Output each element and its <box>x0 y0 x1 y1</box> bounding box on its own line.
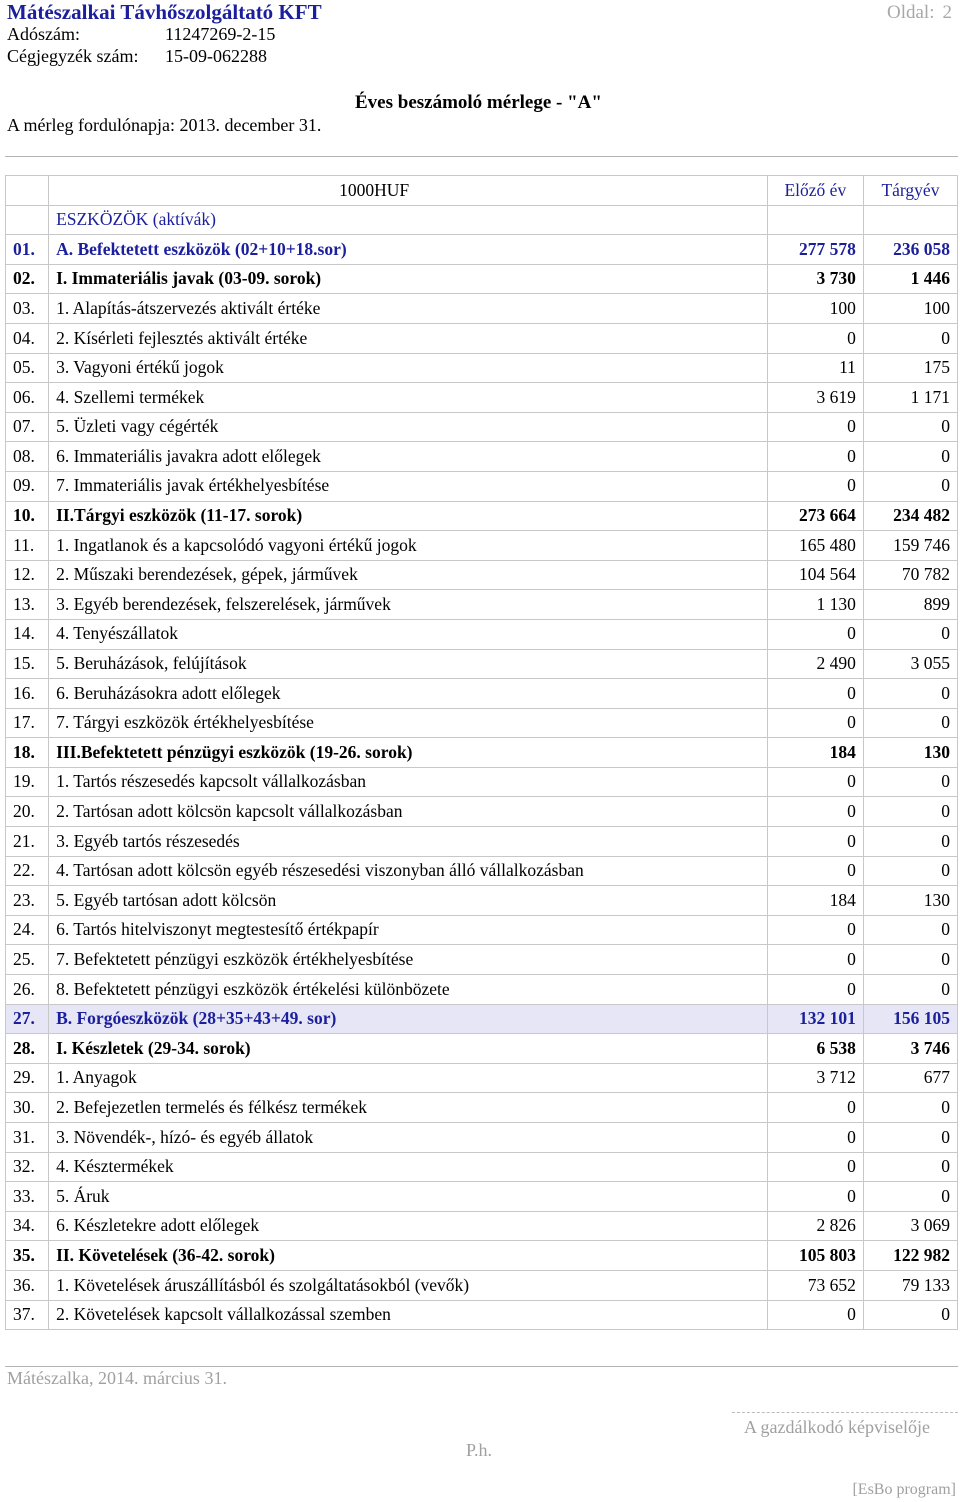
table-row <box>6 915 958 945</box>
page-label: Oldal: <box>887 2 935 23</box>
row-current-value: 0 <box>863 619 957 649</box>
row-number: 19. <box>6 767 49 797</box>
row-number: 04. <box>6 323 49 353</box>
row-label: II. Követelések (36-42. sorok) <box>49 1241 768 1271</box>
row-previous-value: 0 <box>767 1123 863 1153</box>
row-label: 6. Tartós hitelviszonyt megtestesítő értékpapír <box>49 915 768 945</box>
row-previous-value: 0 <box>767 767 863 797</box>
row-current-value: 156 105 <box>863 1004 957 1034</box>
table-row <box>6 353 958 383</box>
row-previous-value: 0 <box>767 708 863 738</box>
row-label: 1. Tartós részesedés kapcsolt vállalkozásban <box>49 767 768 797</box>
table-row <box>6 945 958 975</box>
table-row <box>6 619 958 649</box>
row-number: 34. <box>6 1211 49 1241</box>
row-current-value: 70 782 <box>863 560 957 590</box>
row-label: 4. Szellemi termékek <box>49 383 768 413</box>
table-row <box>6 501 958 531</box>
row-number: 31. <box>6 1123 49 1153</box>
row-current-value: 0 <box>863 1300 957 1330</box>
row-label: 5. Áruk <box>49 1182 768 1212</box>
program-credit: [EsBo program] <box>852 1481 956 1498</box>
row-label: 1. Alapítás-átszervezés aktivált értéke <box>49 294 768 324</box>
column-previous-year: Előző év <box>767 176 863 206</box>
row-number: 07. <box>6 412 49 442</box>
table-row <box>6 1182 958 1212</box>
row-current-value: 100 <box>863 294 957 324</box>
row-label: 6. Beruházásokra adott előlegek <box>49 679 768 709</box>
signature-line <box>732 1412 958 1413</box>
row-number: 26. <box>6 975 49 1005</box>
row-number: 02. <box>6 264 49 294</box>
row-number: 10. <box>6 501 49 531</box>
table-row <box>6 708 958 738</box>
row-previous-value: 0 <box>767 856 863 886</box>
row-label: 1. Ingatlanok és a kapcsolódó vagyoni értékű jogok <box>49 531 768 561</box>
row-current-value: 0 <box>863 1182 957 1212</box>
row-label: 4. Tartósan adott kölcsön egyéb részesedési viszonyban álló vállalkozásban <box>49 856 768 886</box>
row-number: 37. <box>6 1300 49 1330</box>
row-current-value: 0 <box>863 1093 957 1123</box>
row-number: 24. <box>6 915 49 945</box>
row-number: 18. <box>6 738 49 768</box>
row-previous-value: 6 538 <box>767 1034 863 1064</box>
row-previous-value: 0 <box>767 1093 863 1123</box>
row-number: 17. <box>6 708 49 738</box>
table-row <box>6 856 958 886</box>
row-number: 06. <box>6 383 49 413</box>
section-empty-cell <box>863 205 957 235</box>
row-label: 1. Anyagok <box>49 1063 768 1093</box>
row-previous-value: 2 490 <box>767 649 863 679</box>
section-row <box>6 205 958 235</box>
row-label: 2. Műszaki berendezések, gépek, járművek <box>49 560 768 590</box>
row-current-value: 234 482 <box>863 501 957 531</box>
tax-number-value: 11247269-2-15 <box>165 24 276 44</box>
row-current-value: 899 <box>863 590 957 620</box>
row-label: A. Befektetett eszközök (02+10+18.sor) <box>49 235 768 265</box>
row-label: II.Tárgyi eszközök (11-17. sorok) <box>49 501 768 531</box>
row-previous-value: 0 <box>767 975 863 1005</box>
table-row <box>6 827 958 857</box>
row-current-value: 122 982 <box>863 1241 957 1271</box>
row-label: 3. Növendék-, hízó- és egyéb állatok <box>49 1123 768 1153</box>
signatory-label: A gazdálkodó képviselője <box>744 1417 930 1437</box>
row-number: 03. <box>6 294 49 324</box>
row-previous-value: 1 130 <box>767 590 863 620</box>
table-row <box>6 531 958 561</box>
header-divider <box>5 156 958 157</box>
row-label: I. Készletek (29-34. sorok) <box>49 1034 768 1064</box>
row-previous-value: 0 <box>767 915 863 945</box>
row-label: 7. Tárgyi eszközök értékhelyesbítése <box>49 708 768 738</box>
row-previous-value: 105 803 <box>767 1241 863 1271</box>
table-row <box>6 1211 958 1241</box>
row-label: 8. Befektetett pénzügyi eszközök értékelési különbözete <box>49 975 768 1005</box>
row-label: 3. Egyéb tartós részesedés <box>49 827 768 857</box>
table-row <box>6 471 958 501</box>
row-previous-value: 184 <box>767 886 863 916</box>
row-previous-value: 3 730 <box>767 264 863 294</box>
row-current-value: 1 446 <box>863 264 957 294</box>
table-row <box>6 767 958 797</box>
row-previous-value: 0 <box>767 1152 863 1182</box>
row-current-value: 0 <box>863 767 957 797</box>
table-row <box>6 323 958 353</box>
row-current-value: 3 746 <box>863 1034 957 1064</box>
row-label: I. Immateriális javak (03-09. sorok) <box>49 264 768 294</box>
row-previous-value: 11 <box>767 353 863 383</box>
tax-number-row <box>7 24 275 45</box>
row-previous-value: 0 <box>767 442 863 472</box>
row-number: 25. <box>6 945 49 975</box>
row-label: 5. Beruházások, felújítások <box>49 649 768 679</box>
row-previous-value: 100 <box>767 294 863 324</box>
row-number: 15. <box>6 649 49 679</box>
row-current-value: 79 133 <box>863 1270 957 1300</box>
table-row <box>6 679 958 709</box>
row-number: 01. <box>6 235 49 265</box>
stamp-placeholder: P.h. <box>466 1440 493 1460</box>
row-current-value: 0 <box>863 827 957 857</box>
registry-number-label: Cégjegyzék szám: <box>7 46 139 66</box>
table-row <box>6 235 958 265</box>
table-row <box>6 797 958 827</box>
row-current-value: 0 <box>863 797 957 827</box>
row-number: 22. <box>6 856 49 886</box>
row-previous-value: 3 619 <box>767 383 863 413</box>
table-row <box>6 1004 958 1034</box>
table-row <box>6 1093 958 1123</box>
row-label: 1. Követelések áruszállításból és szolgáltatásokból (vevők) <box>49 1270 768 1300</box>
table-row <box>6 590 958 620</box>
row-current-value: 1 171 <box>863 383 957 413</box>
row-previous-value: 0 <box>767 797 863 827</box>
table-row <box>6 264 958 294</box>
row-number: 14. <box>6 619 49 649</box>
row-current-value: 0 <box>863 915 957 945</box>
row-number: 09. <box>6 471 49 501</box>
row-previous-value: 273 664 <box>767 501 863 531</box>
table-row <box>6 886 958 916</box>
row-previous-value: 0 <box>767 945 863 975</box>
table-row <box>6 294 958 324</box>
row-number: 35. <box>6 1241 49 1271</box>
row-previous-value: 73 652 <box>767 1270 863 1300</box>
document-title: Éves beszámoló mérlege - "A" <box>355 92 602 113</box>
row-current-value: 0 <box>863 945 957 975</box>
row-label: 6. Készletekre adott előlegek <box>49 1211 768 1241</box>
row-number: 13. <box>6 590 49 620</box>
row-previous-value: 0 <box>767 412 863 442</box>
row-current-value: 0 <box>863 708 957 738</box>
row-number: 36. <box>6 1270 49 1300</box>
footer-divider <box>5 1366 958 1367</box>
row-label: 3. Egyéb berendezések, felszerelések, járművek <box>49 590 768 620</box>
row-current-value: 130 <box>863 886 957 916</box>
row-label: III.Befektetett pénzügyi eszközök (19-26. sorok) <box>49 738 768 768</box>
row-number: 33. <box>6 1182 49 1212</box>
header-empty-cell <box>6 176 49 206</box>
row-current-value: 3 069 <box>863 1211 957 1241</box>
row-current-value: 3 055 <box>863 649 957 679</box>
section-title: ESZKÖZÖK (aktívák) <box>49 205 768 235</box>
row-number: 27. <box>6 1004 49 1034</box>
row-label: 7. Befektetett pénzügyi eszközök értékhelyesbítése <box>49 945 768 975</box>
row-number: 16. <box>6 679 49 709</box>
row-current-value: 0 <box>863 975 957 1005</box>
row-previous-value: 0 <box>767 471 863 501</box>
row-previous-value: 277 578 <box>767 235 863 265</box>
table-row <box>6 1123 958 1153</box>
row-number: 20. <box>6 797 49 827</box>
row-current-value: 0 <box>863 1123 957 1153</box>
table-row <box>6 1270 958 1300</box>
row-current-value: 236 058 <box>863 235 957 265</box>
table-row <box>6 1241 958 1271</box>
row-number: 32. <box>6 1152 49 1182</box>
row-previous-value: 0 <box>767 619 863 649</box>
row-previous-value: 132 101 <box>767 1004 863 1034</box>
registry-number-row <box>7 46 267 67</box>
row-current-value: 677 <box>863 1063 957 1093</box>
row-previous-value: 0 <box>767 1182 863 1212</box>
row-label: 4. Tenyészállatok <box>49 619 768 649</box>
row-previous-value: 0 <box>767 323 863 353</box>
row-label: 3. Vagyoni értékű jogok <box>49 353 768 383</box>
table-row <box>6 383 958 413</box>
row-previous-value: 0 <box>767 1300 863 1330</box>
row-previous-value: 0 <box>767 679 863 709</box>
row-current-value: 130 <box>863 738 957 768</box>
row-current-value: 0 <box>863 856 957 886</box>
row-previous-value: 104 564 <box>767 560 863 590</box>
row-label: 5. Üzleti vagy cégérték <box>49 412 768 442</box>
table-row <box>6 1034 958 1064</box>
row-label: 2. Befejezetlen termelés és félkész termékek <box>49 1093 768 1123</box>
table-row <box>6 1063 958 1093</box>
table-row <box>6 649 958 679</box>
row-number: 05. <box>6 353 49 383</box>
table-row <box>6 1152 958 1182</box>
row-number: 21. <box>6 827 49 857</box>
page-number: 2 <box>942 2 952 23</box>
section-empty-cell <box>767 205 863 235</box>
row-number: 29. <box>6 1063 49 1093</box>
table-row <box>6 1300 958 1330</box>
section-empty-cell <box>6 205 49 235</box>
table-header-row <box>6 176 958 206</box>
row-current-value: 175 <box>863 353 957 383</box>
row-current-value: 0 <box>863 323 957 353</box>
table-row <box>6 975 958 1005</box>
row-label: 4. Késztermékek <box>49 1152 768 1182</box>
place-and-date: Mátészalka, 2014. március 31. <box>7 1368 227 1388</box>
unit-label: 1000HUF <box>49 176 768 206</box>
column-current-year: Tárgyév <box>863 176 957 206</box>
registry-number-value: 15-09-062288 <box>165 46 267 66</box>
row-label: 2. Tartósan adott kölcsön kapcsolt vállalkozásban <box>49 797 768 827</box>
table-row <box>6 412 958 442</box>
row-number: 28. <box>6 1034 49 1064</box>
balance-date: A mérleg fordulónapja: 2013. december 31. <box>7 115 322 135</box>
table-row <box>6 560 958 590</box>
row-current-value: 0 <box>863 412 957 442</box>
table-row <box>6 738 958 768</box>
row-previous-value: 2 826 <box>767 1211 863 1241</box>
page-indicator <box>879 2 952 24</box>
row-label: 2. Követelések kapcsolt vállalkozással szemben <box>49 1300 768 1330</box>
row-number: 08. <box>6 442 49 472</box>
row-number: 23. <box>6 886 49 916</box>
row-number: 11. <box>6 531 49 561</box>
row-label: 6. Immateriális javakra adott előlegek <box>49 442 768 472</box>
table-row <box>6 442 958 472</box>
row-previous-value: 184 <box>767 738 863 768</box>
tax-number-label: Adószám: <box>7 24 80 44</box>
row-previous-value: 0 <box>767 827 863 857</box>
row-previous-value: 3 712 <box>767 1063 863 1093</box>
row-label: 2. Kísérleti fejlesztés aktivált értéke <box>49 323 768 353</box>
row-current-value: 0 <box>863 1152 957 1182</box>
balance-sheet-table <box>5 175 958 1330</box>
row-current-value: 0 <box>863 442 957 472</box>
company-name: Mátészalkai Távhőszolgáltató KFT <box>7 0 322 24</box>
row-label: B. Forgóeszközök (28+35+43+49. sor) <box>49 1004 768 1034</box>
row-label: 5. Egyéb tartósan adott kölcsön <box>49 886 768 916</box>
row-current-value: 159 746 <box>863 531 957 561</box>
row-current-value: 0 <box>863 471 957 501</box>
row-label: 7. Immateriális javak értékhelyesbítése <box>49 471 768 501</box>
row-number: 12. <box>6 560 49 590</box>
row-current-value: 0 <box>863 679 957 709</box>
row-previous-value: 165 480 <box>767 531 863 561</box>
row-number: 30. <box>6 1093 49 1123</box>
